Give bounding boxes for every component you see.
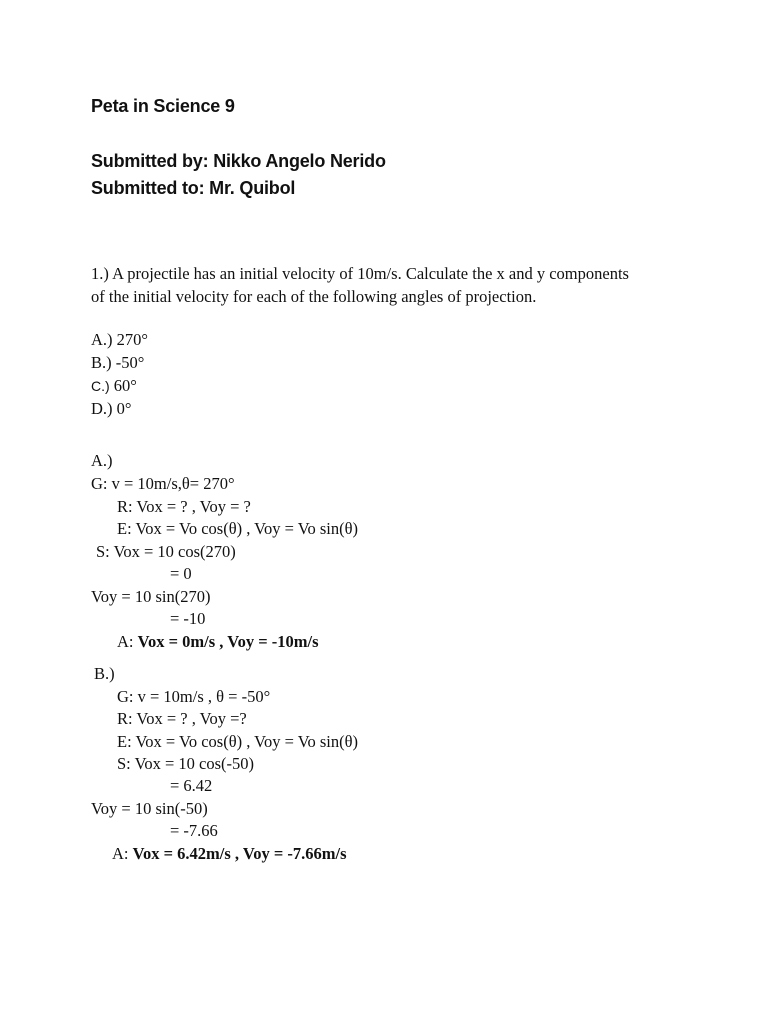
solution-a-result-y: = -10 — [170, 609, 206, 628]
problem-line-2: of the initial velocity for each of the following angles of projection. — [91, 287, 537, 306]
solution-a-voy: Voy = 10 sin(270) — [91, 587, 211, 606]
solution-b-answer-prefix: A: — [112, 844, 133, 863]
solution-a-label: A.) — [91, 451, 113, 470]
choice-a: A.) 270° — [91, 330, 149, 349]
solution-b-voy: Voy = 10 sin(-50) — [91, 799, 208, 818]
solution-b-label: B.) — [94, 664, 115, 683]
solution-a-given: G: v = 10m/s,θ= 270° — [91, 474, 235, 493]
solution-a-equation: E: Vox = Vo cos(θ) , Voy = Vo sin(θ) — [117, 519, 359, 538]
solution-a-result-x: = 0 — [170, 564, 192, 583]
solution-a-required: R: Vox = ? , Voy = ? — [117, 497, 251, 516]
solution-b-result-y: = -7.66 — [170, 821, 218, 840]
solution-a-answer — [117, 632, 319, 652]
document-title: Peta in Science 9 — [91, 96, 235, 116]
solution-b-required: R: Vox = ? , Voy =? — [117, 709, 247, 728]
solution-b-equation: E: Vox = Vo cos(θ) , Voy = Vo sin(θ) — [117, 732, 359, 751]
choice-c-value: 60° — [109, 376, 137, 395]
choice-c-label: C.) — [91, 378, 110, 394]
solution-b-answer-value: Vox = 6.42m/s , Voy = -7.66m/s — [132, 844, 347, 863]
solution-a-solution: S: Vox = 10 cos(270) — [96, 542, 236, 561]
choice-b: B.) -50° — [91, 353, 145, 372]
solution-b-solution: S: Vox = 10 cos(-50) — [117, 754, 255, 773]
solution-b-given: G: v = 10m/s , θ = -50° — [117, 687, 271, 706]
solution-b-result-x: = 6.42 — [170, 776, 213, 795]
solution-a-answer-value: Vox = 0m/s , Voy = -10m/s — [137, 632, 319, 651]
submitted-to: Submitted to: Mr. Quibol — [91, 178, 296, 198]
solution-b-answer — [112, 844, 347, 864]
choice-d: D.) 0° — [91, 399, 132, 418]
submitted-by: Submitted by: Nikko Angelo Nerido — [91, 151, 386, 171]
solution-a-answer-prefix: A: — [117, 632, 138, 651]
problem-line-1: 1.) A projectile has an initial velocity of 10m/s. Calculate the x and y components — [91, 264, 629, 283]
choice-c — [91, 376, 137, 396]
